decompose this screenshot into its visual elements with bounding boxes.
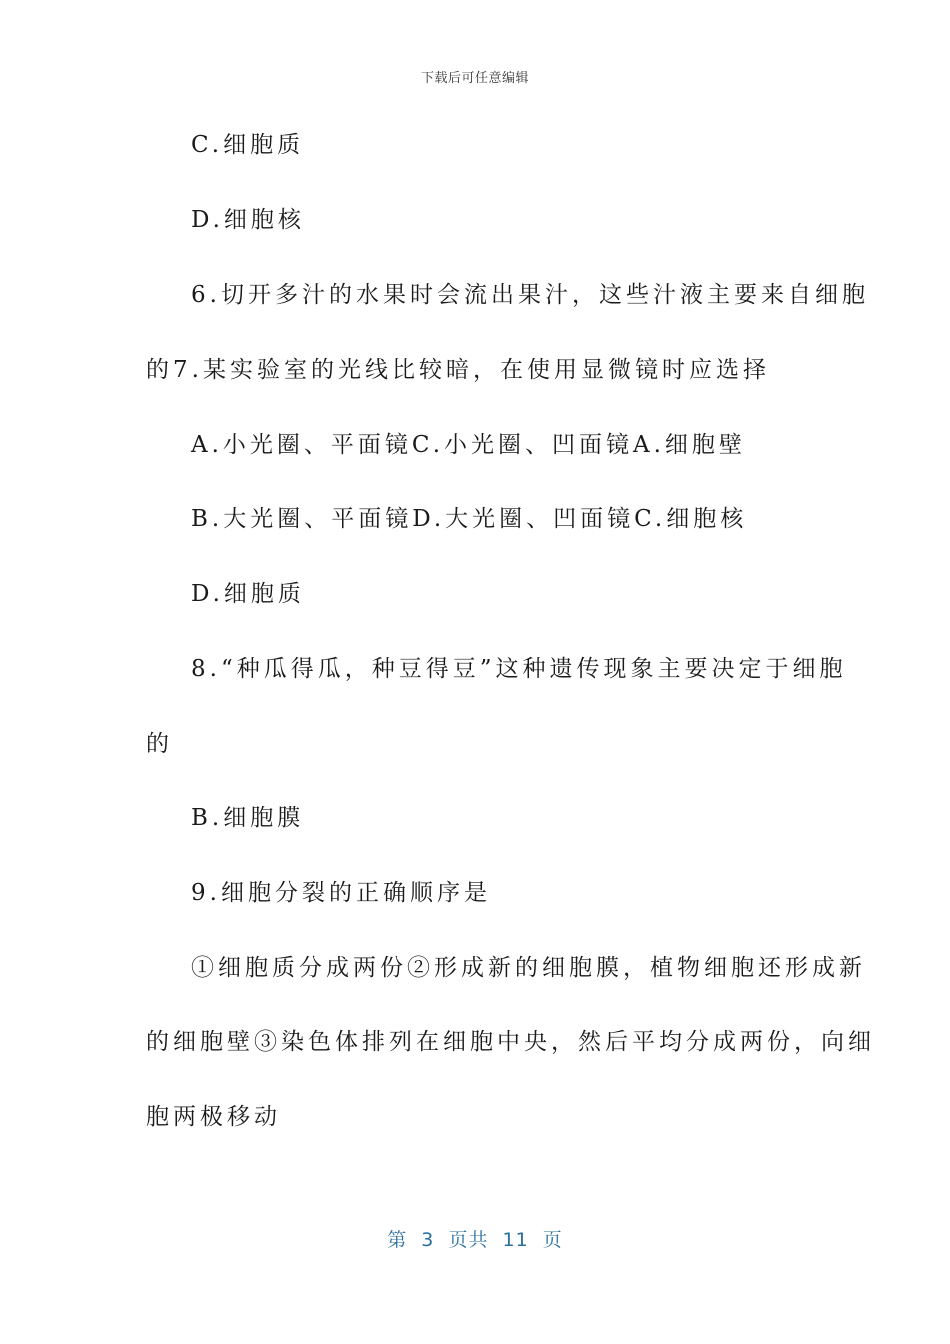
text-line-d-option: D.细胞核 [191, 207, 305, 233]
options-b-line: B.大光圈、平面镜D.大光圈、凹面镜C.细胞核 [191, 506, 748, 532]
question-9-step-3: 胞两极移动 [146, 1104, 281, 1130]
question-6: 6.切开多汁的水果时会流出果汁，这些汁液主要来自细胞 [191, 282, 869, 308]
options-a-line: A.小光圈、平面镜C.小光圈、凹面镜A.细胞壁 [191, 432, 746, 458]
page-header: 下载后可任意编辑 [420, 71, 529, 86]
question-9-step-1: ①细胞质分成两份②形成新的细胞膜，植物细胞还形成新 [191, 955, 866, 981]
question-6-cont-question-7: 的7.某实验室的光线比较暗，在使用显微镜时应选择 [146, 357, 770, 383]
text-line-c-option: C.细胞质 [191, 132, 305, 158]
question-8: 8.“种瓜得瓜，种豆得豆”这种遗传现象主要决定于细胞 [191, 656, 847, 682]
page-number-footer: 第 3 页共 11 页 [387, 1229, 563, 1251]
option-d-line: D.细胞质 [191, 581, 305, 607]
question-8-cont: 的 [146, 731, 173, 757]
option-b-membrane: B.细胞膜 [191, 805, 305, 831]
question-9-step-2: 的细胞壁③染色体排列在细胞中央，然后平均分成两份，向细 [146, 1029, 875, 1055]
question-9: 9.细胞分裂的正确顺序是 [191, 880, 491, 906]
